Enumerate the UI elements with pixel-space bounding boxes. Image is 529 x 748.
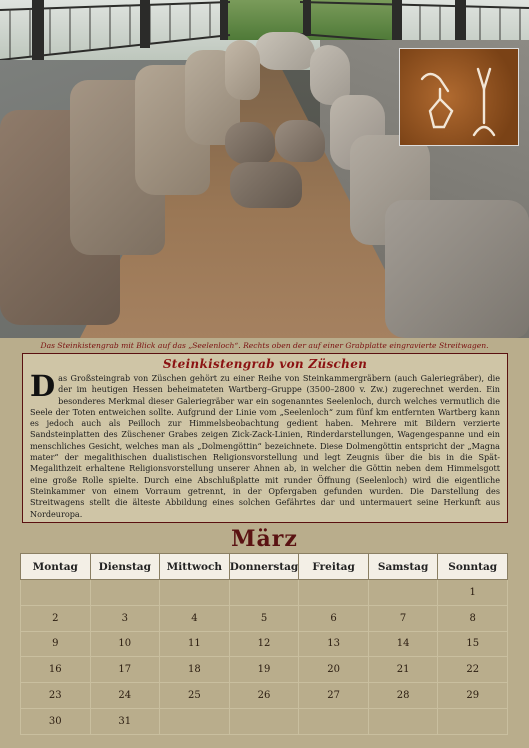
day-cell: 3 — [90, 605, 160, 631]
day-cell: 26 — [229, 683, 299, 709]
weekday-header: Freitag — [299, 554, 369, 580]
day-cell: 29 — [438, 683, 508, 709]
week-row — [21, 631, 508, 657]
day-cell: 25 — [160, 683, 230, 709]
day-cell: 30 — [21, 708, 91, 734]
day-cell — [21, 580, 91, 606]
seelenloch-stone — [255, 32, 315, 70]
day-cell: 20 — [299, 657, 369, 683]
day-cell — [299, 708, 369, 734]
fallen-stone — [275, 120, 325, 162]
hero-photo — [0, 0, 529, 338]
article-body — [30, 369, 500, 520]
day-cell — [160, 580, 230, 606]
week-row — [21, 580, 508, 606]
day-cell: 8 — [438, 605, 508, 631]
day-cell: 28 — [368, 683, 438, 709]
day-cell: 24 — [90, 683, 160, 709]
day-cell: 12 — [229, 631, 299, 657]
day-cell: 10 — [90, 631, 160, 657]
week-row — [21, 657, 508, 683]
chariot-engraving-inset — [399, 48, 519, 146]
day-cell: 5 — [229, 605, 299, 631]
chariot-engraving-icon — [400, 49, 520, 147]
photo-caption: Das Steinkistengrab mit Blick auf das „Seelenloch“. Rechts oben der auf einer Grabplatte eingravierte Streitwagen. — [40, 341, 489, 350]
stone-slab — [385, 200, 529, 338]
day-cell: 6 — [299, 605, 369, 631]
weekday-header: Sonntag — [438, 554, 508, 580]
day-cell: 16 — [21, 657, 91, 683]
day-cell: 7 — [368, 605, 438, 631]
article-box — [22, 353, 508, 523]
day-cell — [438, 708, 508, 734]
day-cell: 31 — [90, 708, 160, 734]
day-cell — [229, 580, 299, 606]
day-cell: 2 — [21, 605, 91, 631]
day-cell: 15 — [438, 631, 508, 657]
article-title: Steinkistengrab von Züschen — [162, 357, 368, 371]
week-row — [21, 605, 508, 631]
day-cell: 4 — [160, 605, 230, 631]
day-cell: 13 — [299, 631, 369, 657]
article-text: as Großsteingrab von Züschen gehört zu einer Reihe von Steinkammergräbern (auch Galeriegräber), die der im heutigen Hessen beheimateten Wartberg–Gruppe (3500–2800 v. Zw.) zugerechnet werden. Ein besonderes Merkmal dieser Galeriegräber war ein sogenanntes Seelenloch, durch welches vermutlich die Seele der Toten entweichen sollte. Aufgrund der Linie vom „Seelenloch“ zum fünf km entfernten Wartberg kann es jedoch auch als Peilloch zur Himmelsbeobachtung gedient haben. Mehrere mit Bildern verzierte Sandsteinplatten des Züschener Grabes zeigen Zick-Zack-Linien, Rinderdarstellungen, Wagengespanne und ein menschliches Gesicht, welches man als „Dolmengöttin“ bezeichnete. Diese Dolmengöttin entspricht der „Magna mater“ der megalithischen dualistischen Religionsvorstellung und legt Zeugnis über die bis in die Spät-Megalithzeit erhaltene Religionsvorstellung unserer Ahnen ab, in welcher die Göttin neben dem Himmelsgott eine große Rolle spielte. Durch eine Abschlußplatte mit runder Öffnung (Seelenloch) wird die eigentliche Steinkammer von einem Vorraum getrennt, in der Opfergaben gefunden wurden. Die Darstellung des Streitwagens stellt die älteste Abbildung eines solchen Gefährtes dar und untermauert seine Herkunft aus Nordeuropa. — [30, 373, 500, 519]
weekday-header: Donnerstag — [229, 554, 299, 580]
week-row — [21, 683, 508, 709]
week-row — [21, 708, 508, 734]
stone-slab — [225, 40, 260, 100]
calendar-grid — [20, 553, 508, 735]
day-cell — [229, 708, 299, 734]
day-cell: 27 — [299, 683, 369, 709]
day-cell: 17 — [90, 657, 160, 683]
weekday-header-row — [21, 554, 508, 580]
day-cell — [368, 708, 438, 734]
day-cell: 21 — [368, 657, 438, 683]
day-cell: 23 — [21, 683, 91, 709]
day-cell: 18 — [160, 657, 230, 683]
weekday-header: Samstag — [368, 554, 438, 580]
fallen-stone — [230, 162, 302, 208]
weekday-header: Mittwoch — [160, 554, 230, 580]
weekday-header: Dienstag — [90, 554, 160, 580]
weekday-header: Montag — [21, 554, 91, 580]
day-cell: 1 — [438, 580, 508, 606]
article-dropcap: D — [30, 369, 56, 403]
fallen-stone — [225, 122, 275, 164]
day-cell — [160, 708, 230, 734]
day-cell — [368, 580, 438, 606]
day-cell — [299, 580, 369, 606]
day-cell: 22 — [438, 657, 508, 683]
day-cell: 14 — [368, 631, 438, 657]
day-cell: 11 — [160, 631, 230, 657]
month-title: März — [231, 526, 298, 552]
day-cell: 19 — [229, 657, 299, 683]
day-cell — [90, 580, 160, 606]
day-cell: 9 — [21, 631, 91, 657]
